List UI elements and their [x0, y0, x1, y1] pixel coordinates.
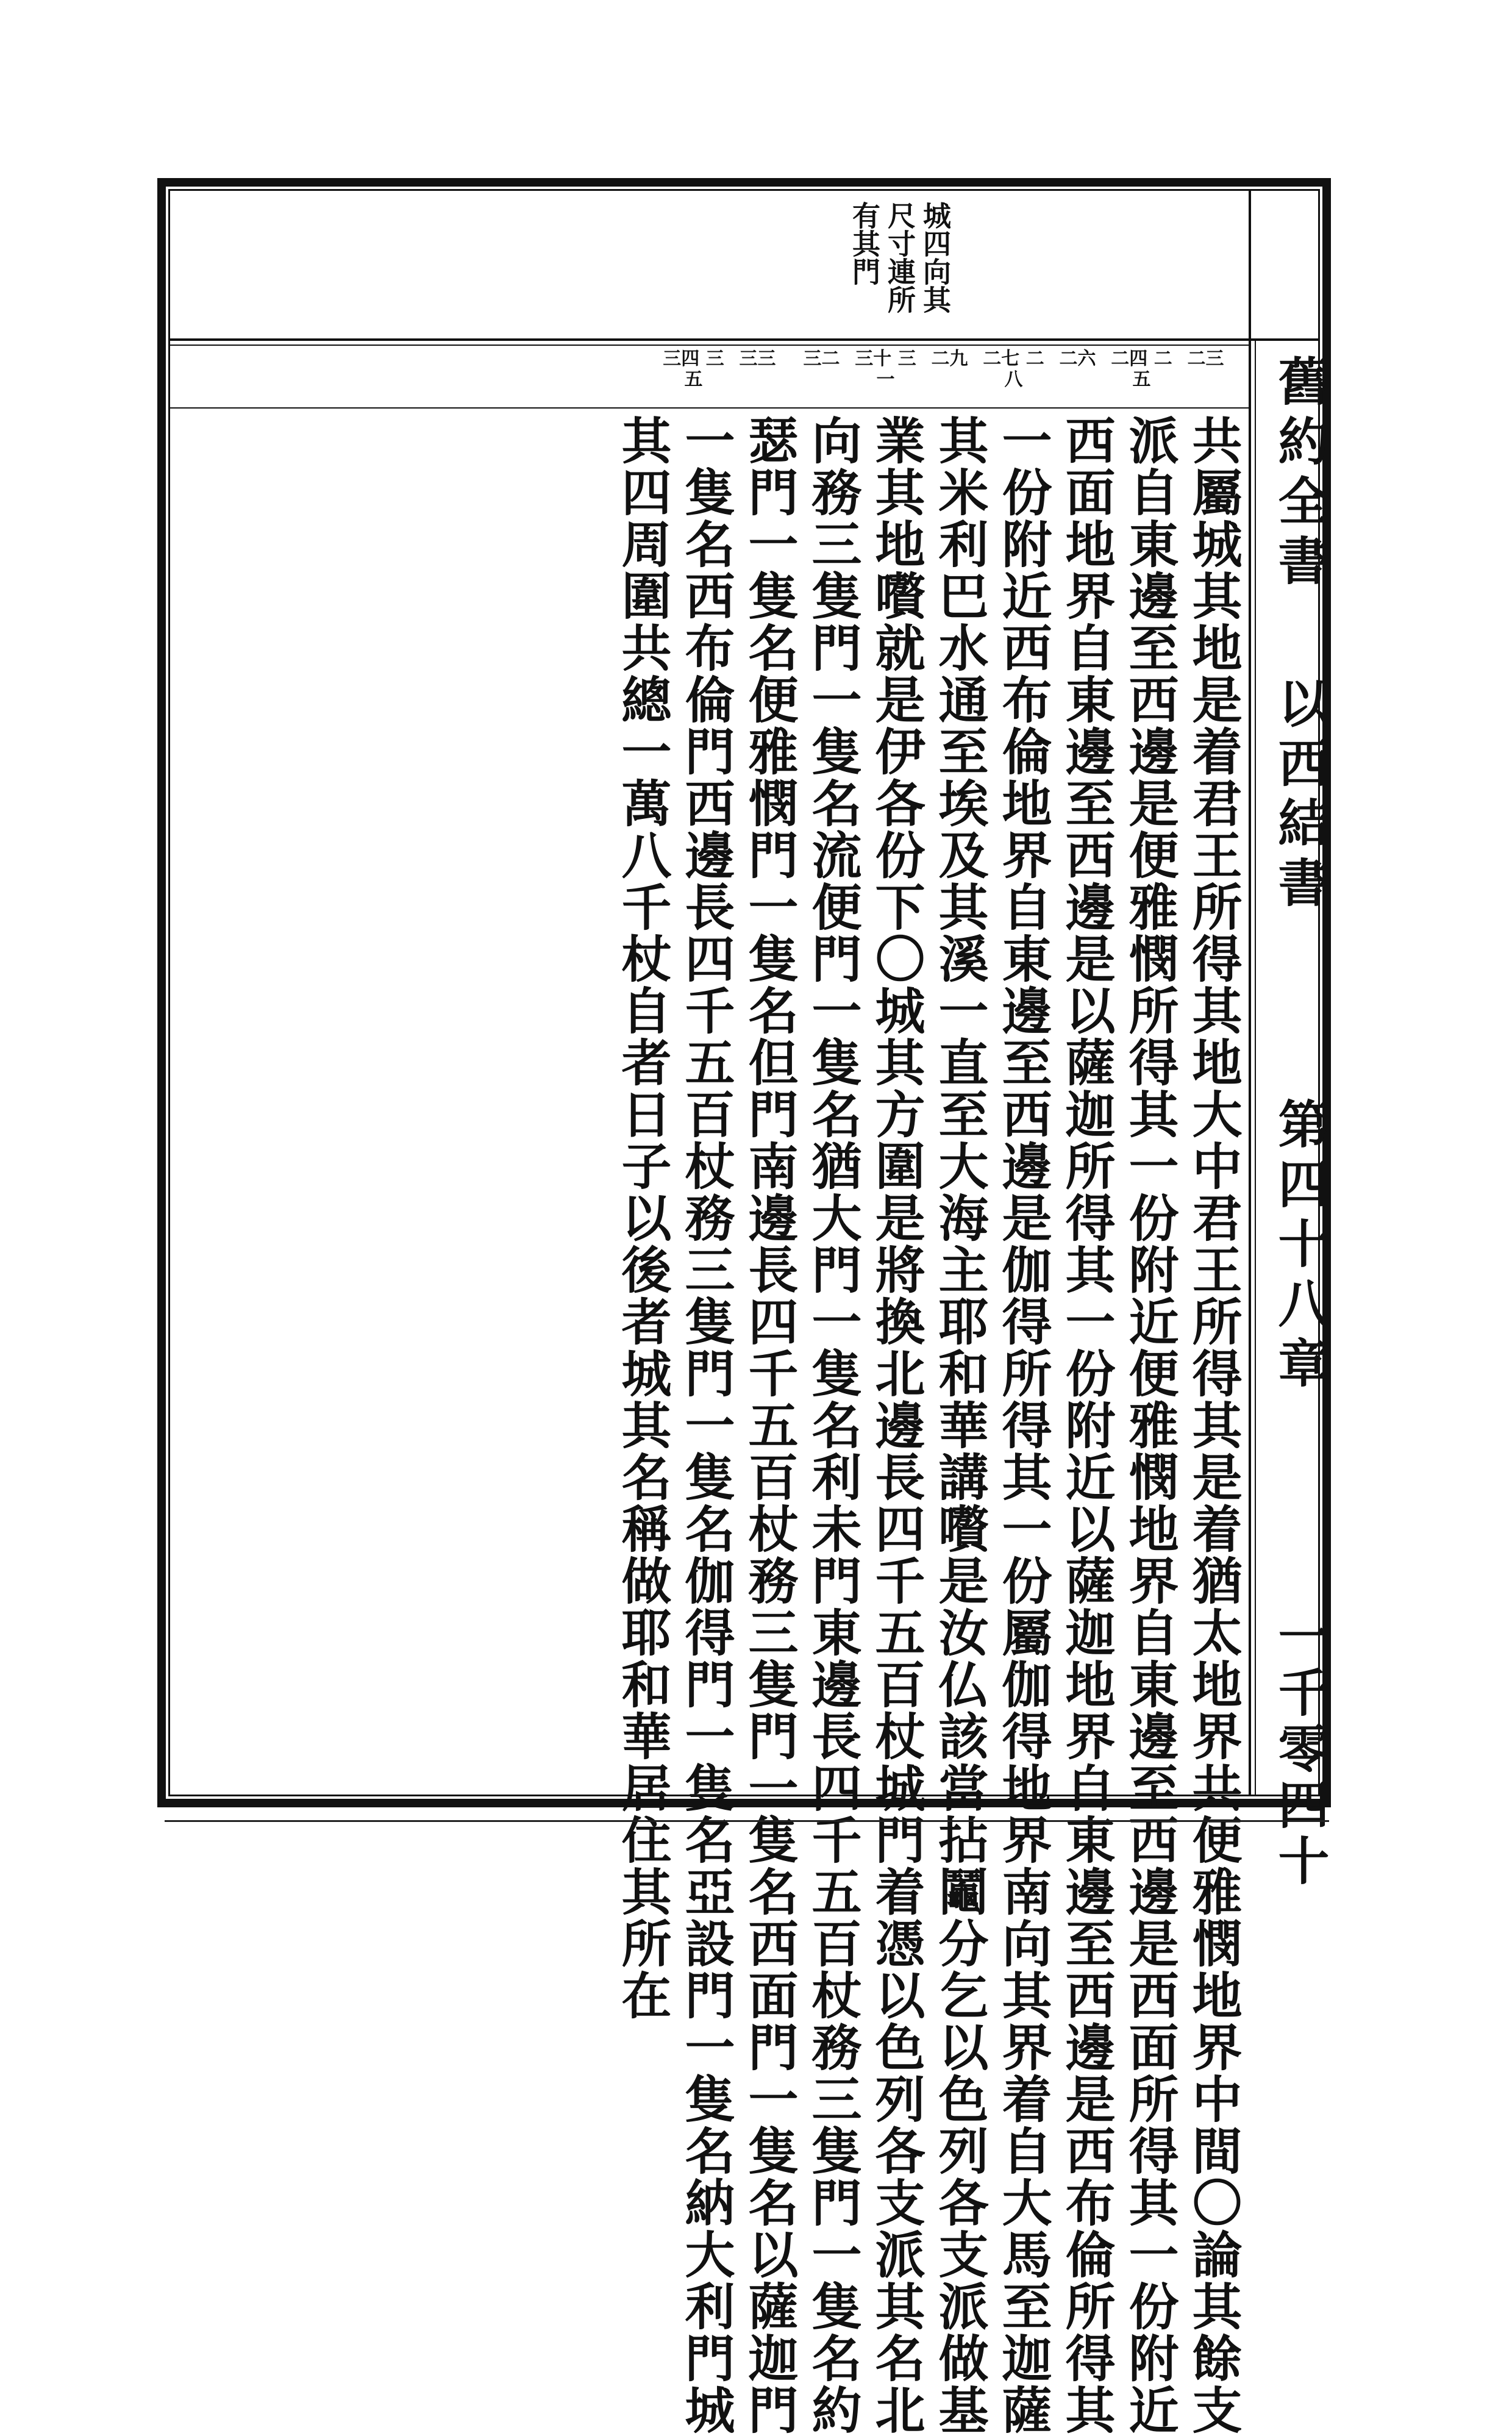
- text-column: 一隻名西布倫門西邊長四千五百杖務三隻門一隻名伽得門一隻名亞設門一隻名納大利門城: [677, 415, 735, 2436]
- text-column: 共屬城其地是着君王所得其地大中君王所得其是着猶太地界共便雅憫地界中間〇論其餘支: [1184, 415, 1243, 2436]
- header-rule: [168, 338, 1320, 341]
- verse-number: 二九: [931, 348, 968, 370]
- running-header-rule-secondary: [1255, 338, 1256, 1796]
- text-column: 一份附近西布倫地界自東邊至西邊是伽得所得其一份屬伽得地界南向其界着自大馬至迦薩: [994, 415, 1052, 2436]
- body-text: [610, 415, 1244, 2436]
- running-header-rule: [1249, 189, 1251, 1796]
- bottom-rule: [165, 1820, 1329, 1822]
- text-column: 西面地界自東邊至西邊是以薩迦所得其一份附近以薩迦地界自東邊至西邊是西布倫所得其: [1057, 415, 1116, 2436]
- verse-number: 二六: [1059, 348, 1096, 370]
- verse-number: 二七 二八: [983, 348, 1044, 390]
- section-title: 以西結書: [1270, 677, 1330, 916]
- margin-note-line: 城四向其: [919, 201, 952, 313]
- header-rule-secondary: [168, 345, 1250, 346]
- verse-number-rule: [168, 407, 1250, 409]
- text-column: 派自東邊至西邊是便雅憫所得其一份附近便雅憫地界自東邊至西邊是西面所得其一份附近: [1121, 415, 1179, 2436]
- verse-number: 三四 三五: [663, 348, 724, 390]
- verse-number: 三十 三一: [855, 348, 916, 390]
- verse-number-strip: [658, 349, 1238, 404]
- verse-number: 三三: [739, 348, 776, 370]
- text-column: 其米利巴水通至埃及其溪一直至大海主耶和華講嚽是汝仏該當拈鬮分乞以色列各支派做基: [930, 415, 989, 2436]
- margin-note-line: 尺寸連所: [883, 201, 916, 313]
- book-title: 舊約全書: [1270, 355, 1330, 594]
- text-column: 其四周圍共總一萬八千杖自者日子以後者城其名稱做耶和華居住其所在: [613, 415, 672, 2021]
- text-column: 業其地嚽就是伊各份下〇城其方圍是將換北邊長四千五百杖城門着憑以色列各支派其名北: [867, 415, 925, 2436]
- text-column: 向務三隻門一隻名流便門一隻名猶大門一隻名利未門東邊長四千五百杖務三隻門一隻名約: [804, 415, 862, 2436]
- verse-number: 二四 二五: [1111, 348, 1172, 390]
- margin-note-line: 有其門: [848, 201, 881, 285]
- margin-note: [829, 201, 951, 335]
- verse-number: 二三: [1187, 348, 1224, 370]
- text-column: 瑟門一隻名便雅憫門一隻名但門南邊長四千五百杖務三隻門一隻名西面門一隻名以薩迦門: [740, 415, 799, 2436]
- verse-number: 三二: [803, 348, 840, 370]
- page-number: 一千零四十: [1270, 1610, 1330, 1890]
- chapter-title: 第四十八章: [1270, 1098, 1330, 1396]
